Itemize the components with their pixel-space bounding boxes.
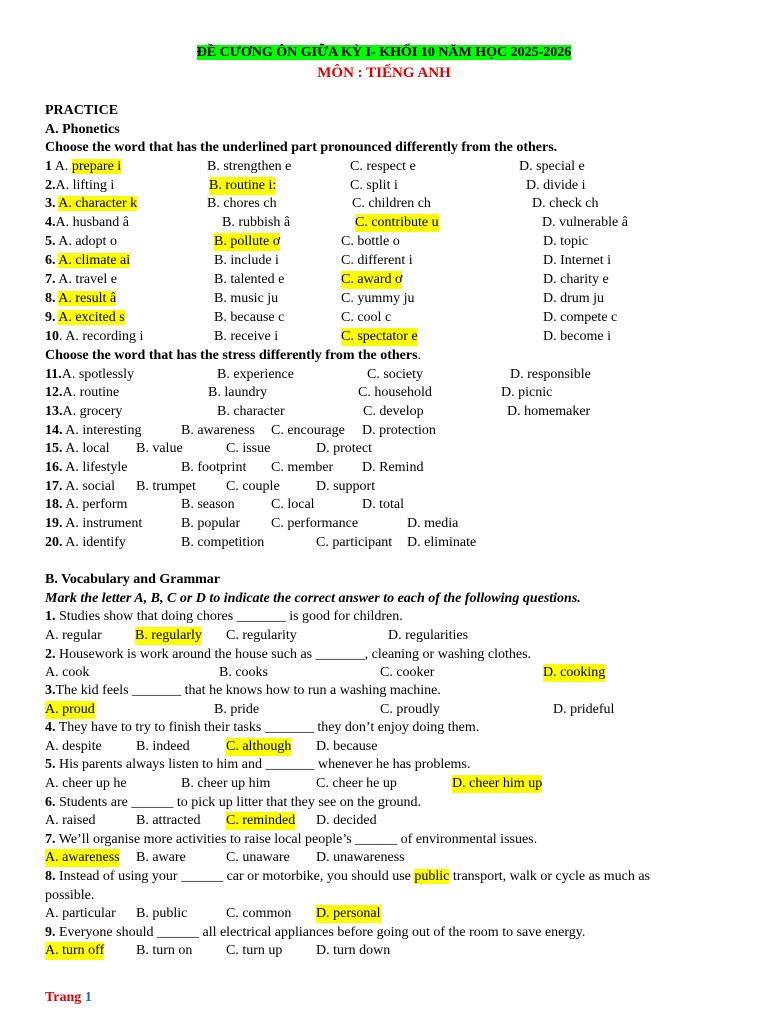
option-a-answer: A. turn off <box>45 943 105 958</box>
option-d: D. homemaker <box>507 404 591 419</box>
option-a-answer: A. proud <box>45 702 95 717</box>
option-d: D. protect <box>316 441 372 456</box>
option-a: A. cheer up he <box>45 776 127 791</box>
option-c: C. participant <box>316 535 393 550</box>
option-b: B. receive i <box>214 329 279 344</box>
question-row: 11.A. spotlessly <box>45 367 135 382</box>
option-d-answer: D. personal <box>316 906 381 921</box>
option-d: D. total <box>362 497 404 512</box>
question-stem: 6. Students are ______ to pick up litter that they see on the ground. <box>45 795 421 810</box>
question-stem-cont: possible. <box>45 888 95 903</box>
option-d: D. media <box>407 516 459 531</box>
question-row: 15. A. local <box>45 441 110 456</box>
option-c: C. regularity <box>226 628 297 643</box>
option-d: D. Internet i <box>543 253 612 268</box>
option-c: C. bottle o <box>341 234 400 249</box>
option-b: B. include i <box>214 253 279 268</box>
option-b: B. talented e <box>214 272 285 287</box>
option-c: C. cool c <box>341 310 392 325</box>
option-b: B. value <box>136 441 183 456</box>
option-d: D. because <box>316 739 378 754</box>
question-row: 3. A. character k <box>45 196 138 211</box>
option-c: C. issue <box>226 441 271 456</box>
option-c: C. household <box>358 385 432 400</box>
option-b: B. public <box>136 906 188 921</box>
option-d: D. compete c <box>543 310 618 325</box>
option-d: D. become i <box>543 329 612 344</box>
option-b: B. rubbish â <box>222 215 291 230</box>
option-b: B. aware <box>136 850 186 865</box>
option-b: B. trumpet <box>136 479 196 494</box>
option-b: B. experience <box>217 367 294 382</box>
question-stem: 4. They have to try to finish their tasks _______ they don’t enjoy doing them. <box>45 720 480 735</box>
option-b: B. awareness <box>181 423 255 438</box>
phonetics-heading: A. Phonetics <box>45 122 120 137</box>
option-d: D. check ch <box>532 196 599 211</box>
option-d: D. support <box>316 479 376 494</box>
question-row: 13.A. grocery <box>45 404 123 419</box>
stress-instruction: Choose the word that has the stress differently from the others. <box>45 348 422 363</box>
option-b: B. character <box>217 404 285 419</box>
option-d: D. drum ju <box>543 291 605 306</box>
option-b: B. music ju <box>214 291 279 306</box>
option-b: B. attracted <box>136 813 201 828</box>
option-c: C. yummy ju <box>341 291 415 306</box>
option-c: C. cheer he up <box>316 776 397 791</box>
option-b: B. turn on <box>136 943 193 958</box>
option-d: D. unawareness <box>316 850 405 865</box>
option-d: D. picnic <box>501 385 553 400</box>
question-row: 4.A. husband â <box>45 215 129 230</box>
question-row: 5. A. adopt o <box>45 234 117 249</box>
option-d: D. special e <box>519 159 585 174</box>
option-c: C. member <box>271 460 334 475</box>
document-title: ĐỀ CƯƠNG ÔN GIỮA KỲ I- KHỐI 10 NĂM HỌC 2025-2026 <box>196 45 572 60</box>
option-c: C. respect e <box>350 159 416 174</box>
option-d: D. prideful <box>553 702 615 717</box>
question-stem: 1. Studies show that doing chores _______ is good for children. <box>45 609 403 624</box>
option-b-answer: B. pollute ơ <box>214 234 281 249</box>
question-row: 19. A. instrument <box>45 516 143 531</box>
option-d: D. Remind <box>362 460 424 475</box>
option-c: C. proudly <box>380 702 440 717</box>
option-b: B. indeed <box>136 739 190 754</box>
option-a: A. despite <box>45 739 102 754</box>
page-footer: Trang 1 <box>45 990 92 1005</box>
option-c-answer: C. although <box>226 739 292 754</box>
option-b-answer: B. routine i: <box>209 178 277 193</box>
option-c: C. performance <box>271 516 359 531</box>
page-number: 1 <box>84 990 92 1005</box>
question-row: 6. A. climate ai <box>45 253 131 268</box>
question-row: 12.A. routine <box>45 385 120 400</box>
option-d: D. divide i <box>526 178 586 193</box>
option-a: A. particular <box>45 906 116 921</box>
option-d-answer: D. cheer him up <box>452 776 543 791</box>
option-c-answer: C. contribute u <box>355 215 439 230</box>
option-c-answer: C. spectator e <box>341 329 418 344</box>
option-b-answer: B. regularly <box>135 628 202 643</box>
question-row: 10. A. recording i <box>45 329 144 344</box>
option-c: C. unaware <box>226 850 290 865</box>
option-b: B. footprint <box>181 460 247 475</box>
option-c: C. different i <box>341 253 413 268</box>
option-b: B. cooks <box>219 665 268 680</box>
option-d: D. decided <box>316 813 377 828</box>
option-c: C. turn up <box>226 943 283 958</box>
vocab-instruction: Mark the letter A, B, C or D to indicate the correct answer to each of the following questions. <box>45 591 581 606</box>
option-b: B. because c <box>214 310 285 325</box>
option-c: C. encourage <box>271 423 345 438</box>
option-b: B. strengthen e <box>207 159 292 174</box>
question-stem: 8. Instead of using your ______ car or motorbike, you should use public transport, walk or cycle as much as <box>45 869 650 884</box>
option-c: C. common <box>226 906 292 921</box>
option-d: D. eliminate <box>407 535 477 550</box>
option-b: B. season <box>181 497 235 512</box>
option-d-answer: D. cooking <box>543 665 606 680</box>
option-b: B. popular <box>181 516 241 531</box>
practice-heading: PRACTICE <box>45 103 119 118</box>
option-a-answer: A. awareness <box>45 850 120 865</box>
question-row: 17. A. social <box>45 479 115 494</box>
option-d: D. vulnerable â <box>542 215 628 230</box>
option-c: C. society <box>367 367 423 382</box>
question-stem: 7. We’ll organise more activities to raise local people’s ______ of environmental issues. <box>45 832 538 847</box>
option-c: C. split i <box>350 178 398 193</box>
option-b: B. laundry <box>208 385 268 400</box>
option-c: C. cooker <box>380 665 435 680</box>
question-row: 18. A. perform <box>45 497 128 512</box>
option-c: C. couple <box>226 479 280 494</box>
option-b: B. pride <box>214 702 260 717</box>
option-b: B. cheer up him <box>181 776 271 791</box>
question-row: 2.A. lifting i <box>45 178 115 193</box>
question-row: 16. A. lifestyle <box>45 460 128 475</box>
option-d: D. topic <box>543 234 589 249</box>
option-d: D. responsible <box>510 367 591 382</box>
option-d: D. protection <box>362 423 436 438</box>
option-c-answer: C. award ơ <box>341 272 403 287</box>
option-c: C. develop <box>363 404 424 419</box>
question-row: 9. A. excited s <box>45 310 125 325</box>
question-row: 20. A. identify <box>45 535 126 550</box>
question-stem: 5. His parents always listen to him and _______ whenever he has problems. <box>45 757 471 772</box>
option-d: D. turn down <box>316 943 391 958</box>
vocab-heading: B. Vocabulary and Grammar <box>45 572 221 587</box>
question-stem: 9. Everyone should ______ all electrical appliances before going out of the room to save energy. <box>45 925 586 940</box>
question-row: 1 A. prepare i <box>45 159 122 174</box>
phonetics-instruction: Choose the word that has the underlined part pronounced differently from the others. <box>45 140 558 155</box>
option-b: B. competition <box>181 535 265 550</box>
option-c-answer: C. reminded <box>226 813 296 828</box>
option-c: C. local <box>271 497 315 512</box>
option-a: A. regular <box>45 628 102 643</box>
option-a: A. cook <box>45 665 90 680</box>
option-d: D. charity e <box>543 272 609 287</box>
option-b: B. chores ch <box>207 196 277 211</box>
option-d: D. regularities <box>388 628 469 643</box>
question-row: 7. A. travel e <box>45 272 117 287</box>
question-row: 14. A. interesting <box>45 423 142 438</box>
option-c: C. children ch <box>352 196 431 211</box>
question-stem: 2. Housework is work around the house such as _______, cleaning or washing clothes. <box>45 647 532 662</box>
question-stem: 3.The kid feels _______ that he knows how to run a washing machine. <box>45 683 441 698</box>
option-a: A. raised <box>45 813 96 828</box>
question-row: 8. A. result â <box>45 291 117 306</box>
subject-title: MÔN : TIẾNG ANH <box>317 65 451 81</box>
